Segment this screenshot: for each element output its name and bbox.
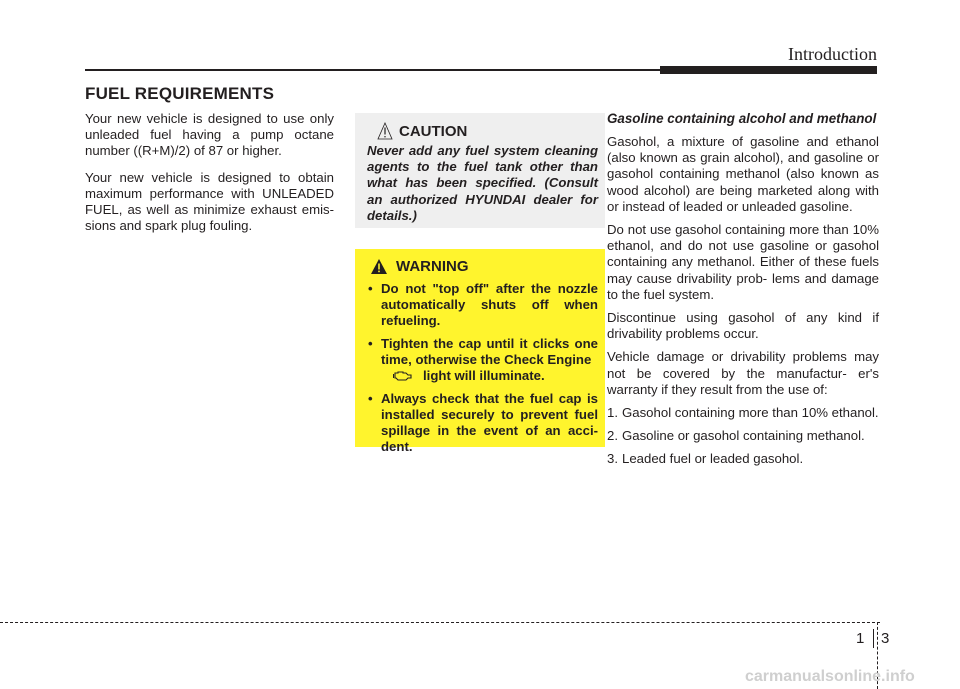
chapter-title: Introduction — [788, 44, 877, 64]
page-separator — [873, 629, 874, 648]
list-item: 1. Gasohol containing more than 10% ethanol. — [607, 405, 879, 421]
chapter-number: 1 — [856, 630, 865, 647]
left-column — [85, 111, 334, 244]
caution-triangle-icon — [377, 122, 393, 140]
caution-header — [377, 122, 467, 140]
paragraph: Gasohol, a mixture of gasoline and ethanol (also known as grain alcohol), and gasoline or gasohol containing methanol (also known as wood alcohol) are being marketed along with or instead of leaded or unleaded gasoline. — [607, 134, 879, 214]
list-item: 2. Gasoline or gasohol containing methanol. — [607, 428, 865, 444]
subsection-heading: Gasoline containing alcohol and methanol — [607, 111, 877, 126]
paragraph: Your new vehicle is designed to use only unleaded fuel having a pump octane number ((R+M)/2) of 87 or higher. — [85, 111, 334, 159]
fuel-list — [607, 405, 879, 468]
right-column — [607, 111, 879, 475]
warning-triangle-icon — [370, 258, 388, 275]
warning-label: WARNING — [396, 258, 469, 275]
warning-header — [370, 258, 469, 275]
header-rule — [85, 69, 660, 71]
list-item: • Do not "top off" after the nozzle automatically shuts off when refueling. — [368, 281, 598, 328]
caution-box — [355, 113, 605, 228]
warning-box — [355, 249, 605, 454]
header-bar — [660, 66, 877, 74]
page-number: 3 — [881, 630, 890, 647]
list-item: • Always check that the fuel cap is installed securely to prevent fuel spillage in the event of an acci- dent. — [368, 391, 598, 454]
paragraph: Discontinue using gasohol of any kind if drivability problems occur. — [607, 310, 879, 342]
paragraph: Your new vehicle is designed to obtain maximum performance with UNLEADED FUEL, as well as minimize exhaust emis- sions and spark plug fouling. — [85, 169, 334, 234]
footer-rule — [0, 622, 880, 623]
list-item: 3. Leaded fuel or leaded gasohol. — [607, 451, 804, 467]
list-item: • Tighten the cap until it clicks one time, otherwise the Check Engine light will illuminate. — [368, 336, 598, 383]
section-title: FUEL REQUIREMENTS — [85, 84, 275, 103]
warning-list — [368, 281, 598, 462]
check-engine-icon — [393, 370, 413, 381]
caution-label: CAUTION — [399, 122, 468, 140]
caution-text: Never add any fuel system cleaning agents to the fuel tank other than what has been specified. (Consult an authorized HYUNDAI dealer for details.) — [367, 143, 598, 223]
paragraph: Do not use gasohol containing more than 10% ethanol, and do not use gasoline or gasohol containing any methanol. Either of these fuels may cause drivability prob- lems and damage to the fuel system. — [607, 222, 879, 302]
paragraph: Vehicle damage or drivability problems may not be covered by the manufactur- er's warranty if they result from the use of: — [607, 349, 879, 397]
watermark: carmanualsonline.info — [745, 668, 915, 685]
